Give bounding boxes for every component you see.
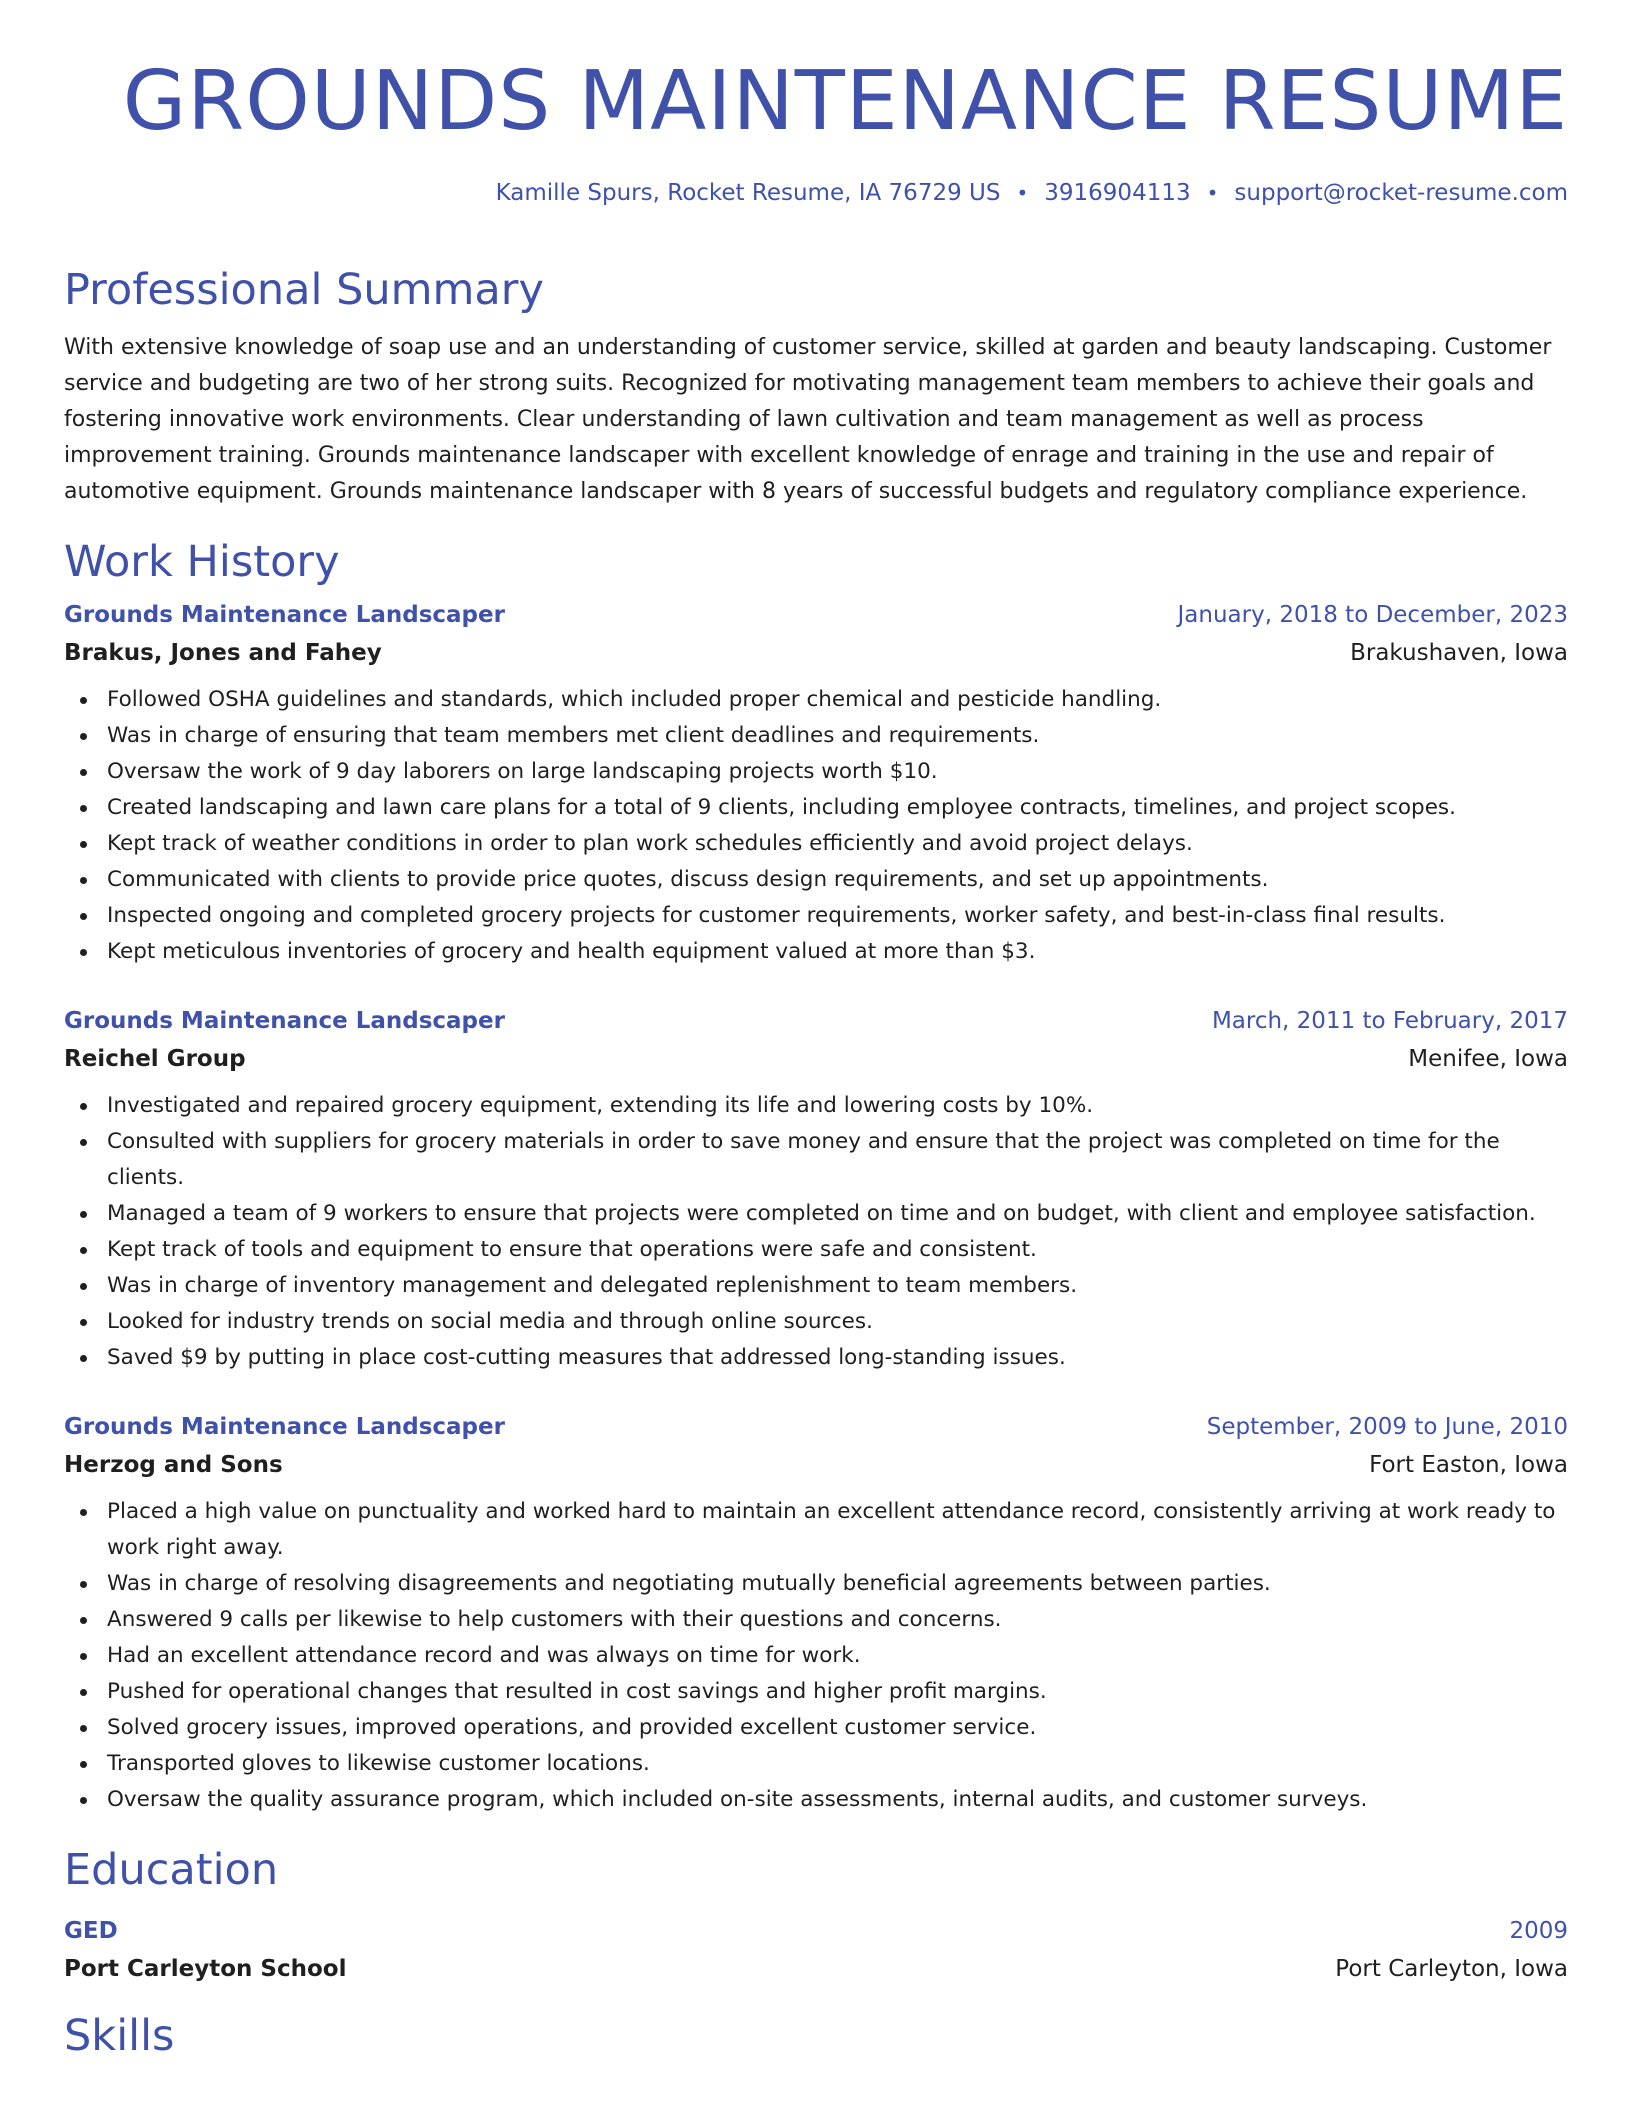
- section-heading-skills: Skills: [64, 2011, 175, 2061]
- job-bullet: Solved grocery issues, improved operations, and provided excellent customer service.: [64, 1710, 1568, 1746]
- job-bullet: Answered 9 calls per likewise to help customers with their questions and concerns.: [64, 1602, 1568, 1638]
- job-bullet: Created landscaping and lawn care plans for a total of 9 clients, including employee contracts, timelines, and project scopes.: [64, 790, 1568, 826]
- job-employer-row: [64, 1450, 1568, 1480]
- education-header-row: [64, 1916, 1568, 1946]
- job-location: Fort Easton, Iowa: [1369, 1452, 1568, 1478]
- job-bullet: Oversaw the work of 9 day laborers on large landscaping projects worth $10.: [64, 754, 1568, 790]
- job-employer-row: [64, 1044, 1568, 1074]
- job-bullet: Had an excellent attendance record and was always on time for work.: [64, 1638, 1568, 1674]
- job-employer: Herzog and Sons: [64, 1452, 283, 1478]
- contact-separator: •: [1016, 181, 1029, 205]
- contact-separator: •: [1206, 181, 1219, 205]
- job-bullet: Managed a team of 9 workers to ensure that projects were completed on time and on budget, with client and employee satisfaction.: [64, 1196, 1568, 1232]
- job-location: Brakushaven, Iowa: [1350, 640, 1568, 666]
- resume-title: GROUNDS MAINTENANCE RESUME: [122, 54, 1568, 149]
- job-entry: [64, 1006, 1568, 1376]
- job-bullet: Kept track of tools and equipment to ensure that operations were safe and consistent.: [64, 1232, 1568, 1268]
- job-title: Grounds Maintenance Landscaper: [64, 1414, 505, 1440]
- job-bullet: Followed OSHA guidelines and standards, which included proper chemical and pesticide handling.: [64, 682, 1568, 718]
- job-entry: [64, 600, 1568, 970]
- job-bullet-list: [64, 682, 1568, 970]
- job-bullet: Communicated with clients to provide price quotes, discuss design requirements, and set up appointments.: [64, 862, 1568, 898]
- job-bullet-list: [64, 1494, 1568, 1818]
- job-bullet: Pushed for operational changes that resulted in cost savings and higher profit margins.: [64, 1674, 1568, 1710]
- job-bullet: Was in charge of ensuring that team members met client deadlines and requirements.: [64, 718, 1568, 754]
- section-heading-education: Education: [64, 1845, 279, 1895]
- job-location: Menifee, Iowa: [1408, 1046, 1568, 1072]
- job-dates: January, 2018 to December, 2023: [1177, 602, 1568, 628]
- job-bullet: Consulted with suppliers for grocery materials in order to save money and ensure that the project was completed on time for the clients.: [64, 1124, 1568, 1196]
- job-bullet: Saved $9 by putting in place cost-cutting measures that addressed long-standing issues.: [64, 1340, 1568, 1376]
- contact-address: Kamille Spurs, Rocket Resume, IA 76729 US: [495, 180, 1001, 206]
- job-entry: [64, 1412, 1568, 1818]
- job-bullet: Was in charge of inventory management and delegated replenishment to team members.: [64, 1268, 1568, 1304]
- contact-line: [64, 178, 1568, 208]
- job-bullet: Placed a high value on punctuality and worked hard to maintain an excellent attendance record, consistently arriving at work ready to work right away.: [64, 1494, 1568, 1566]
- job-employer: Brakus, Jones and Fahey: [64, 640, 382, 666]
- education-entry: [64, 1916, 1568, 1984]
- education-school: Port Carleyton School: [64, 1956, 347, 1982]
- job-bullet: Transported gloves to likewise customer locations.: [64, 1746, 1568, 1782]
- job-title: Grounds Maintenance Landscaper: [64, 1008, 505, 1034]
- job-dates: March, 2011 to February, 2017: [1211, 1008, 1568, 1034]
- job-header-row: [64, 600, 1568, 630]
- job-header-row: [64, 1006, 1568, 1036]
- contact-email: support@rocket-resume.com: [1234, 180, 1568, 206]
- contact-phone: 3916904113: [1044, 180, 1191, 206]
- job-bullet: Was in charge of resolving disagreements and negotiating mutually beneficial agreements between parties.: [64, 1566, 1568, 1602]
- job-bullet-list: [64, 1088, 1568, 1376]
- job-dates: September, 2009 to June, 2010: [1206, 1414, 1568, 1440]
- education-location: Port Carleyton, Iowa: [1335, 1956, 1568, 1982]
- section-heading-work-history: Work History: [64, 537, 340, 587]
- job-bullet: Inspected ongoing and completed grocery projects for customer requirements, worker safety, and best-in-class final results.: [64, 898, 1568, 934]
- job-employer: Reichel Group: [64, 1046, 246, 1072]
- job-title: Grounds Maintenance Landscaper: [64, 602, 505, 628]
- job-bullet: Kept meticulous inventories of grocery and health equipment valued at more than $3.: [64, 934, 1568, 970]
- education-year: 2009: [1509, 1918, 1568, 1944]
- job-header-row: [64, 1412, 1568, 1442]
- summary-text: With extensive knowledge of soap use and an understanding of customer service, skilled at garden and beauty landscaping. Customer service and budgeting are two of her strong suits. Recognized for motivating management team members to achieve their goals and fostering innovative work environments. Clear understanding of lawn cultivation and team management as well as process improvement training. Grounds maintenance landscaper with excellent knowledge of enrage and training in the use and repair of automotive equipment. Grounds maintenance landscaper with 8 years of successful budgets and regulatory compliance experience.: [64, 335, 1552, 504]
- job-bullet: Kept track of weather conditions in order to plan work schedules efficiently and avoid project delays.: [64, 826, 1568, 862]
- job-bullet: Looked for industry trends on social media and through online sources.: [64, 1304, 1568, 1340]
- job-bullet: Oversaw the quality assurance program, which included on-site assessments, internal audits, and customer surveys.: [64, 1782, 1568, 1818]
- education-degree: GED: [64, 1918, 118, 1944]
- section-heading-summary: Professional Summary: [64, 265, 544, 315]
- job-employer-row: [64, 638, 1568, 668]
- job-bullet: Investigated and repaired grocery equipment, extending its life and lowering costs by 10%.: [64, 1088, 1568, 1124]
- education-school-row: [64, 1954, 1568, 1984]
